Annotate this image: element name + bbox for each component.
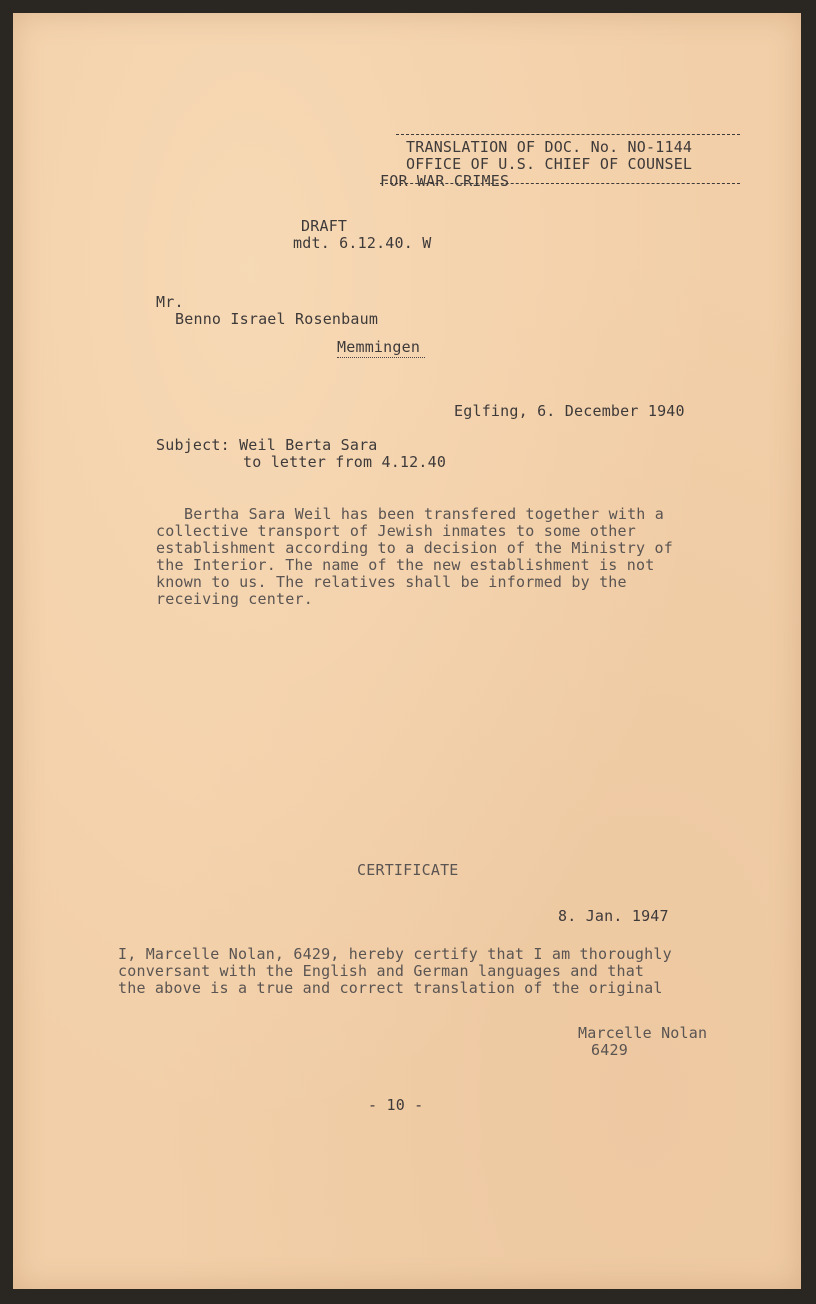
subject-line-2: to letter from 4.12.40 [243,453,447,471]
subject-line-1: Subject: Weil Berta Sara [156,436,378,454]
draft-label: DRAFT [301,217,348,235]
place-date: Eglfing, 6. December 1940 [454,402,685,420]
certificate-text-line: conversant with the English and German languages and that [118,962,645,980]
draft-mdt: mdt. 6.12.40. W [293,234,432,252]
header-line-3: FOR WAR CRIMES [380,172,510,190]
body-line: the Interior. The name of the new establishment is not [156,556,655,574]
body-line: known to us. The relatives shall be informed by the [156,573,627,591]
addressee-city: Memmingen [337,338,421,356]
signer-name: Marcelle Nolan [578,1024,708,1042]
certificate-date: 8. Jan. 1947 [558,907,669,925]
certificate-text-line: the above is a true and correct translation of the original [118,979,663,997]
header-line-1: TRANSLATION OF DOC. No. NO-1144 [406,138,693,156]
document-page [13,13,801,1289]
signer-id: 6429 [591,1041,628,1059]
certificate-title: CERTIFICATE [357,861,459,879]
body-line: establishment according to a decision of the Ministry of [156,539,673,557]
header-top-rule [396,134,740,135]
page-number: - 10 - [368,1096,424,1114]
body-line: receiving center. [156,590,313,608]
header-line-2: OFFICE OF U.S. CHIEF OF COUNSEL [406,155,693,173]
addressee-name: Benno Israel Rosenbaum [175,310,379,328]
certificate-text-line: I, Marcelle Nolan, 6429, hereby certify that I am thoroughly [118,945,672,963]
body-line: collective transport of Jewish inmates to some other [156,522,636,540]
addressee-salutation: Mr. [156,293,184,311]
body-line: Bertha Sara Weil has been transfered together with a [184,505,664,523]
city-underline [337,357,425,358]
header-bottom-rule [380,183,740,184]
